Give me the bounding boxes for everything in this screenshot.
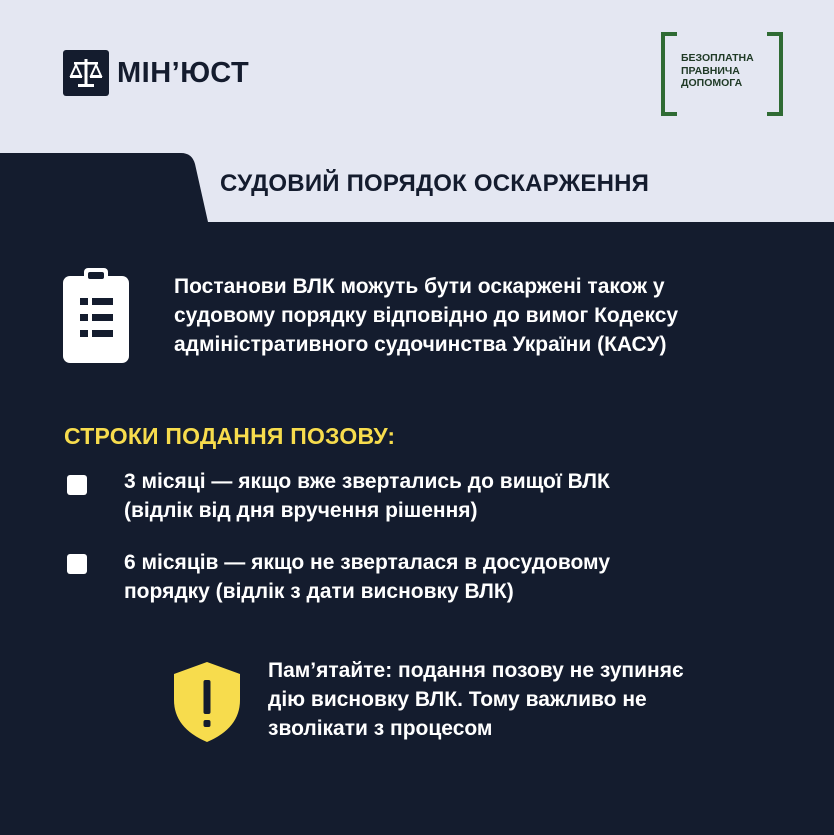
terms-heading: СТРОКИ ПОДАННЯ ПОЗОВУ: <box>64 423 396 449</box>
intro-text: Постанови ВЛК можуть бути оскаржені також у судовому порядку відповідно до вимог Кодексу адміністративного судочинства України (КАСУ) <box>174 275 679 356</box>
legal-aid-logo <box>661 32 783 116</box>
checkbox-icon <box>67 554 87 574</box>
shield-exclamation-icon <box>172 660 242 744</box>
list-item: 3 місяці — якщо вже звертались до вищої ВЛК (відлік від дня вручення рішення) <box>124 470 610 522</box>
ministry-logo-text: МІН’ЮСТ <box>117 56 250 89</box>
ministry-logo <box>63 50 249 96</box>
scales-icon <box>63 50 109 96</box>
section-title: СУДОВИЙ ПОРЯДОК ОСКАРЖЕННЯ <box>220 170 650 197</box>
legal-aid-logo-text: БЕЗОПЛАТНА ПРАВНИЧА ДОПОМОГА <box>681 52 754 89</box>
warning-text: Пам’ятайте: подання позову не зупиняє дію висновку ВЛК. Тому важливо не зволікати з процесом <box>268 659 684 740</box>
checkbox-icon <box>67 475 87 495</box>
list-item: 6 місяців — якщо не зверталася в досудовому порядку (відлік з дати висновку ВЛК) <box>124 551 610 603</box>
clipboard-list-icon <box>63 268 129 363</box>
